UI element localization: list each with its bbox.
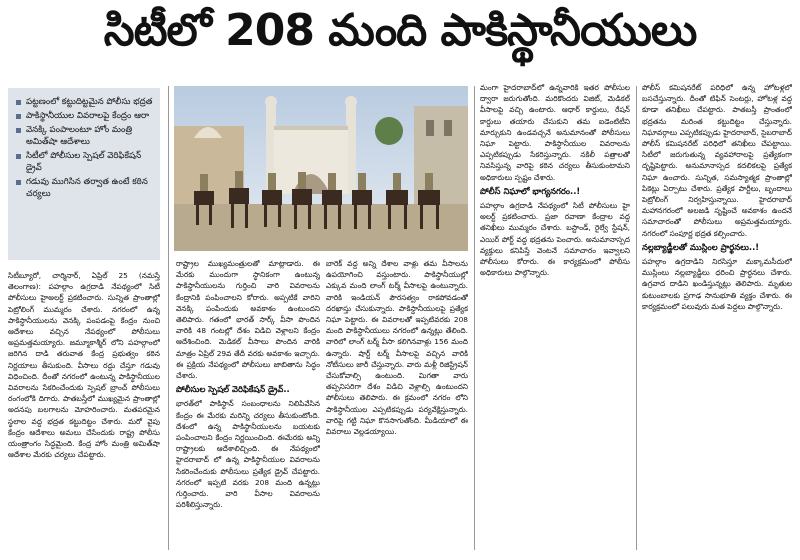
bullet-icon <box>16 100 21 105</box>
bullet-icon <box>16 128 21 133</box>
subheading: పోలీసుల స్పెషల్ వెరిఫికేషన్ డ్రైవ్.. <box>176 384 290 395</box>
paragraph: రాష్ట్రాల ముఖ్యమంత్రులతో మాట్లాడారు. ఈ మేరకు ముందుగా స్థానికంగా ఉంటున్న పాకిస్థానీయులను గుర్తించి వారి వివరాలను కేంద్రానికి పంపించాలని కోరారు. అప్పటికే వారిని వెనక్కి పంపేందుకు అవకాశం ఉంటుందని తెలిపారు. గతంలో భారత్ సార్క్ వీసా పొందిన వారికి 48 గంటల్లో దేశం విడిచి వెళ్లాలని కేంద్రం ఆదేశించింది. మెడికల్ వీసాలు పొందిన వారికి మాత్రం ఏప్రిల్ 29వ తేదీ వరకు అవకాశం ఇచ్చారు. ఈ ప్రక్రియ నేపథ్యంలో పోలీసులు జాబితాను సిద్ధం చేశారు. <box>176 259 320 381</box>
paragraph: పహల్గాం ఉగ్రదాడిని నిరసిస్తూ మక్కామసీదులో ముస్లింలు నల్లబ్యాడ్జీలు ధరించి ప్రార్థనలు చేశారు. ఉగ్రవాద దాడిని ఖండిస్తున్నట్లు తెలిపారు. మృతుల కుటుంబాలకు ప్రగాఢ సానుభూతి వ్యక్తం చేశారు. ఈ కార్యక్రమంలో పలువురు మత పెద్దలు పాల్గొన్నారు. <box>642 257 792 311</box>
bullet-icon <box>16 180 21 185</box>
subheading: పోలీస్ నిఘాలో భాగ్యనగరం..! <box>480 185 581 196</box>
paragraph: సిటీబ్యూరో, చార్మినార్, ఏప్రిల్ 25 (నమస్తే తెలంగాణ): పహల్గాం ఉగ్రదాడి నేపథ్యంలో సిటీ పోలీసులు హైఅలర్ట్ ప్రకటించారు. సున్నిత ప్రాంతాల్లో పెట్రోలింగ్ ముమ్మరం చేశారు. నగరంలో ఉన్న పాకిస్థానీయులను వెనక్కి పంపడంపై కేంద్రం నుంచి ఆదేశాలు వచ్చిన నేపథ్యంలో పోలీసులు అప్రమత్తమయ్యారు. జమ్మూకాశ్మీర్ లోని పహల్గాంలో జరిగిన దాడి తరువాత కేంద్ర ప్రభుత్వం కఠిన నిర్ణయాలు తీసుకుంది. వీసాలు రద్దు చేస్తూ గడువు విధించింది. దీంతో నగరంలో ఉంటున్న పాకిస్థానీయుల వివరాలను సేకరించేందుకు స్పెషల్ బ్రాంచ్ పోలీసులు రంగంలోకి దిగారు. పాతబస్తీలో ముఖ్యమైన ప్రాంతాల్లో అదనపు బలగాలను మోహరించారు. మతపరమైన స్థలాల వద్ద భద్రత కట్టుదిట్టం చేశారు. మరో వైపు కేంద్రం ఆదేశాలు అమలు చేసేందుకు రాష్ట్ర పోలీసు యంత్రాంగం సిద్ధమైంది. కేంద్ర హోం మంత్రి అమిత్‌షా ఆదేశాల మేరకు చర్యలు చేపట్టారు. <box>8 271 160 460</box>
bullet-icon <box>16 154 21 159</box>
headline: సిటీలో 208 మంది పాకిస్థానీయులు <box>103 5 697 56</box>
highlight-item: సిటీలో పోలీసుల స్పెషల్ వెరిఫికేషన్ డ్రైవ్ <box>16 150 154 174</box>
paragraph: భారత్‌లో పాకిస్థాన్ సంబంధాలను నిలిపివేసిన కేంద్రం ఈ మేరకు మరిన్ని చర్యలు తీసుకుంటోంది. దేశంలో ఉన్న పాకిస్థానీయులను బయటకు పంపించాలని కేంద్రం నిర్ణయించింది. ఈమేరకు అన్ని రాష్ట్రాలకు ఆదేశాలిచ్చింది. ఈ నేపథ్యంలో హైదరాబాద్ లో ఉన్న పాకిస్థానీయుల వివరాలను సేకరించేందుకు పోలీసులు ప్రత్యేక డ్రైవ్ చేపట్టారు. నగరంలో ఇప్పటి వరకు 208 మంది ఉన్నట్లు గుర్తించారు. వారి వీసాల వివరాలను పరిశీలిస్తున్నారు. <box>176 399 320 510</box>
bullet-icon <box>16 114 21 119</box>
column-divider <box>474 86 475 550</box>
column-divider <box>168 86 169 550</box>
column-divider <box>636 86 637 550</box>
article-column-2 <box>176 258 320 554</box>
paragraph: మంగా హైదరాబాద్‌లో ఉన్నవారికి ఇతర పోలీసుల ద్వారా జరుగుతోంది. మరికొందరు విజిట్, మెడికల్ వీసాలపై వచ్చి ఉంటారు. ఆధార్ కార్డులు, రేషన్ కార్డులు తయారు చేసుకుని తమ ఐడెంటిటీని మార్చుకుని ఉండవచ్చనే అనుమానంతో పోలీసులు నిఘా పెట్టారు. పాకిస్థానీయుల వివరాలను ఎప్పటికప్పుడు సేకరిస్తున్నారు. నకిలీ పత్రాలతో నివసిస్తున్న వారిపై కఠిన చర్యలు తీసుకుంటామని అధికారులు స్పష్టం చేశారు. <box>480 83 630 182</box>
police-cavalry-charminar-photo <box>174 86 468 251</box>
paragraph: బారెక్ వద్ద అన్ని దేశాల వాళ్లు తమ వీసాలను ఉపయోగించి వస్తుంటారు. పాకిస్థానీయుల్లో ఎక్కువ మంది లాంగ్ టర్మ్ వీసాలపై ఉంటున్నారు. వారికి ఇండియన్ పౌరసత్వం రాకపోవడంతో దరఖాస్తు చేసుకున్నారు. పాకిస్థానీయులపై ప్రత్యేక నిఘా పెట్టారు. ఈ వివరాలతో ఇప్పటివరకు 208 మంది పాకిస్థానీయులు నగరంలో ఉన్నట్లు తేలింది. వారిలో లాంగ్ టర్మ్ వీసా కలిగినవాళ్లు 156 మంది ఉన్నారు. షార్ట్ టర్మ్ వీసాలపై వచ్చిన వారికి నోటీసులు జారీ చేస్తున్నారు. వారు మళ్లీ రిజిస్ట్రేషన్ చేసుకోవాల్సి ఉంటుంది. మిగతా వారు తప్పనిసరిగా దేశం విడిచి వెళ్లాల్సి ఉంటుందని పోలీసులు తెలిపారు. ఈ క్రమంలో నగరం లోని పాకిస్థానీయుల ఎప్పటికప్పుడు పర్యవేక్షిస్తున్నారు. వారిపై గట్టి నిఘా కొనసాగుతోంది. మీడియాలో ఈ వివరాలు వెల్లడయ్యాయి. <box>326 259 468 437</box>
highlights-box <box>8 88 160 260</box>
paragraph: పోలీస్ కమిషనరేట్ పరిధిలో ఉన్న హోటళ్లలో బసచేస్తున్నారు. దీంతో టిఫిన్ సెంటర్లు, హోటళ్ల వద్ద కూడా తనిఖీలు చేపట్టారు. పాతబస్తీ ప్రాంతంలో భద్రతను మరింత కట్టుదిట్టం చేస్తున్నారు. నిఘావర్గాలు ఎప్పటికప్పుడు హైదరాబాద్, సైబరాబాద్ పోలీస్ కమిషనరేట్ పరిధిలో తనిఖీలు చేపట్టాయి. సిటీలో జరుగుతున్న వ్యవహారాలపై ప్రత్యేకంగా దృష్టిపెట్టారు. అనుమానాస్పద కదలికలపై ప్రత్యేక నిఘా ఉంచారు. సున్నిత, సమస్యాత్మక ప్రాంతాల్లో పికెట్లు ఏర్పాటు చేశారు. ప్రత్యేక పార్టీలు, బృందాలు పెట్రోలింగ్ నిర్వహిస్తున్నాయి. హైదరాబాద్ మహానగరంలో అలజడి సృష్టించే అవకాశం ఉందనే సమాచారంతో పోలీసులు అప్రమత్తమయ్యారు. నగరంలో సంపూర్ణ భద్రత కల్పించారు. <box>642 83 792 238</box>
article-column-5 <box>642 82 792 554</box>
article-column-1 <box>8 270 160 554</box>
article-column-3 <box>326 258 468 554</box>
paragraph: పహల్గాం ఉగ్రదాడి నేపథ్యంలో సిటీ పోలీసులు హై అలర్ట్ ప్రకటించారు. ప్రజా రవాణా కేంద్రాల వద్ద తనిఖీలు ముమ్మరం చేశారు. బస్టాండ్, రైల్వే స్టేషన్, ఎయిర్ పోర్ట్ వద్ద భద్రతను పెంచారు. అనుమానాస్పద వ్యక్తులు కనిపిస్తే వెంటనే సమాచారం ఇవ్వాలని పోలీసులు కోరారు. ఈ కార్యక్రమంలో పోలీసు అధికారులు పాల్గొన్నారు. <box>480 201 630 278</box>
highlight-item: పట్టణంలో కట్టుదిట్టమైన పోలీసు భద్రత <box>16 96 154 108</box>
highlight-item: వెనక్కి పంపాలంటూ హోం మంత్రి అమిత్‌షా ఆదేశాలు <box>16 124 154 148</box>
highlight-item: పాకిస్థానీయుల వివరాలపై కేంద్రం ఆరా <box>16 110 154 122</box>
highlight-item: గడువు ముగిసిన తర్వాత ఉంటే కఠిన చర్యలు <box>16 176 154 200</box>
article-column-4 <box>480 82 630 554</box>
news-photo <box>174 86 468 251</box>
subheading: నల్లబ్యాడ్జీలతో ముస్లింల ప్రార్థనలు..! <box>642 241 760 252</box>
